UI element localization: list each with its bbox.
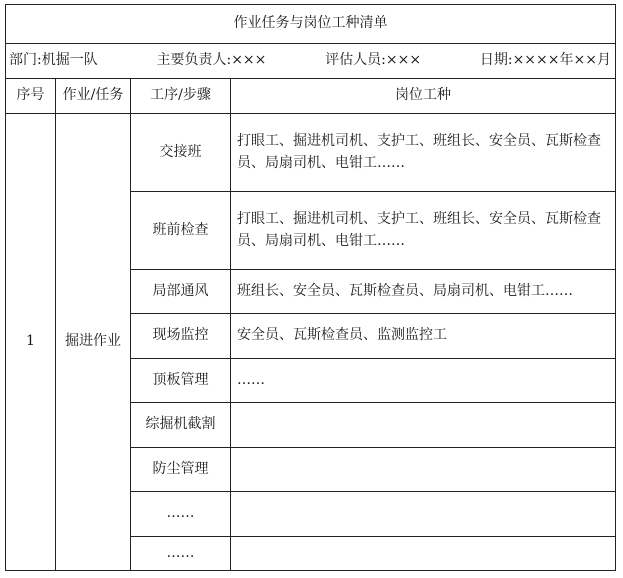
process-cell: 交接班 <box>131 114 231 192</box>
table-title: 作业任务与岗位工种清单 <box>6 5 616 44</box>
process-cell: …… <box>131 537 231 571</box>
roles-cell <box>231 492 616 537</box>
title-row <box>6 5 616 44</box>
task-cell: 掘进作业 <box>56 114 131 571</box>
roles-cell: 打眼工、掘进机司机、支护工、班组长、安全员、瓦斯检查员、局扇司机、电钳工…… <box>231 192 616 270</box>
responsible-field: 主要负责人:××× <box>156 52 267 69</box>
header-row <box>6 79 616 114</box>
info-row <box>6 44 616 79</box>
roles-cell: 班组长、安全员、瓦斯检查员、局扇司机、电钳工…… <box>231 270 616 314</box>
roles-cell: …… <box>231 359 616 403</box>
process-cell: …… <box>131 492 231 537</box>
process-cell: 综掘机截割 <box>131 403 231 448</box>
header-task: 作业/任务 <box>56 79 131 114</box>
process-cell: 班前检查 <box>131 192 231 270</box>
task-role-table <box>5 4 616 571</box>
process-cell: 现场监控 <box>131 314 231 359</box>
seq-cell: 1 <box>6 114 56 571</box>
roles-cell: 安全员、瓦斯检查员、监测监控工 <box>231 314 616 359</box>
roles-cell <box>231 448 616 492</box>
roles-cell <box>231 403 616 448</box>
roles-cell: 打眼工、掘进机司机、支护工、班组长、安全员、瓦斯检查员、局扇司机、电钳工…… <box>231 114 616 192</box>
process-cell: 顶板管理 <box>131 359 231 403</box>
table-row <box>6 114 616 192</box>
info-line <box>6 50 615 72</box>
header-roles: 岗位工种 <box>231 79 616 114</box>
department-field: 部门:机掘一队 <box>9 52 98 69</box>
header-seq: 序号 <box>6 79 56 114</box>
header-process: 工序/步骤 <box>131 79 231 114</box>
process-cell: 防尘管理 <box>131 448 231 492</box>
process-cell: 局部通风 <box>131 270 231 314</box>
roles-cell <box>231 537 616 571</box>
assessor-field: 评估人员:××× <box>325 52 422 69</box>
date-field: 日期:××××年××月 <box>479 52 611 69</box>
